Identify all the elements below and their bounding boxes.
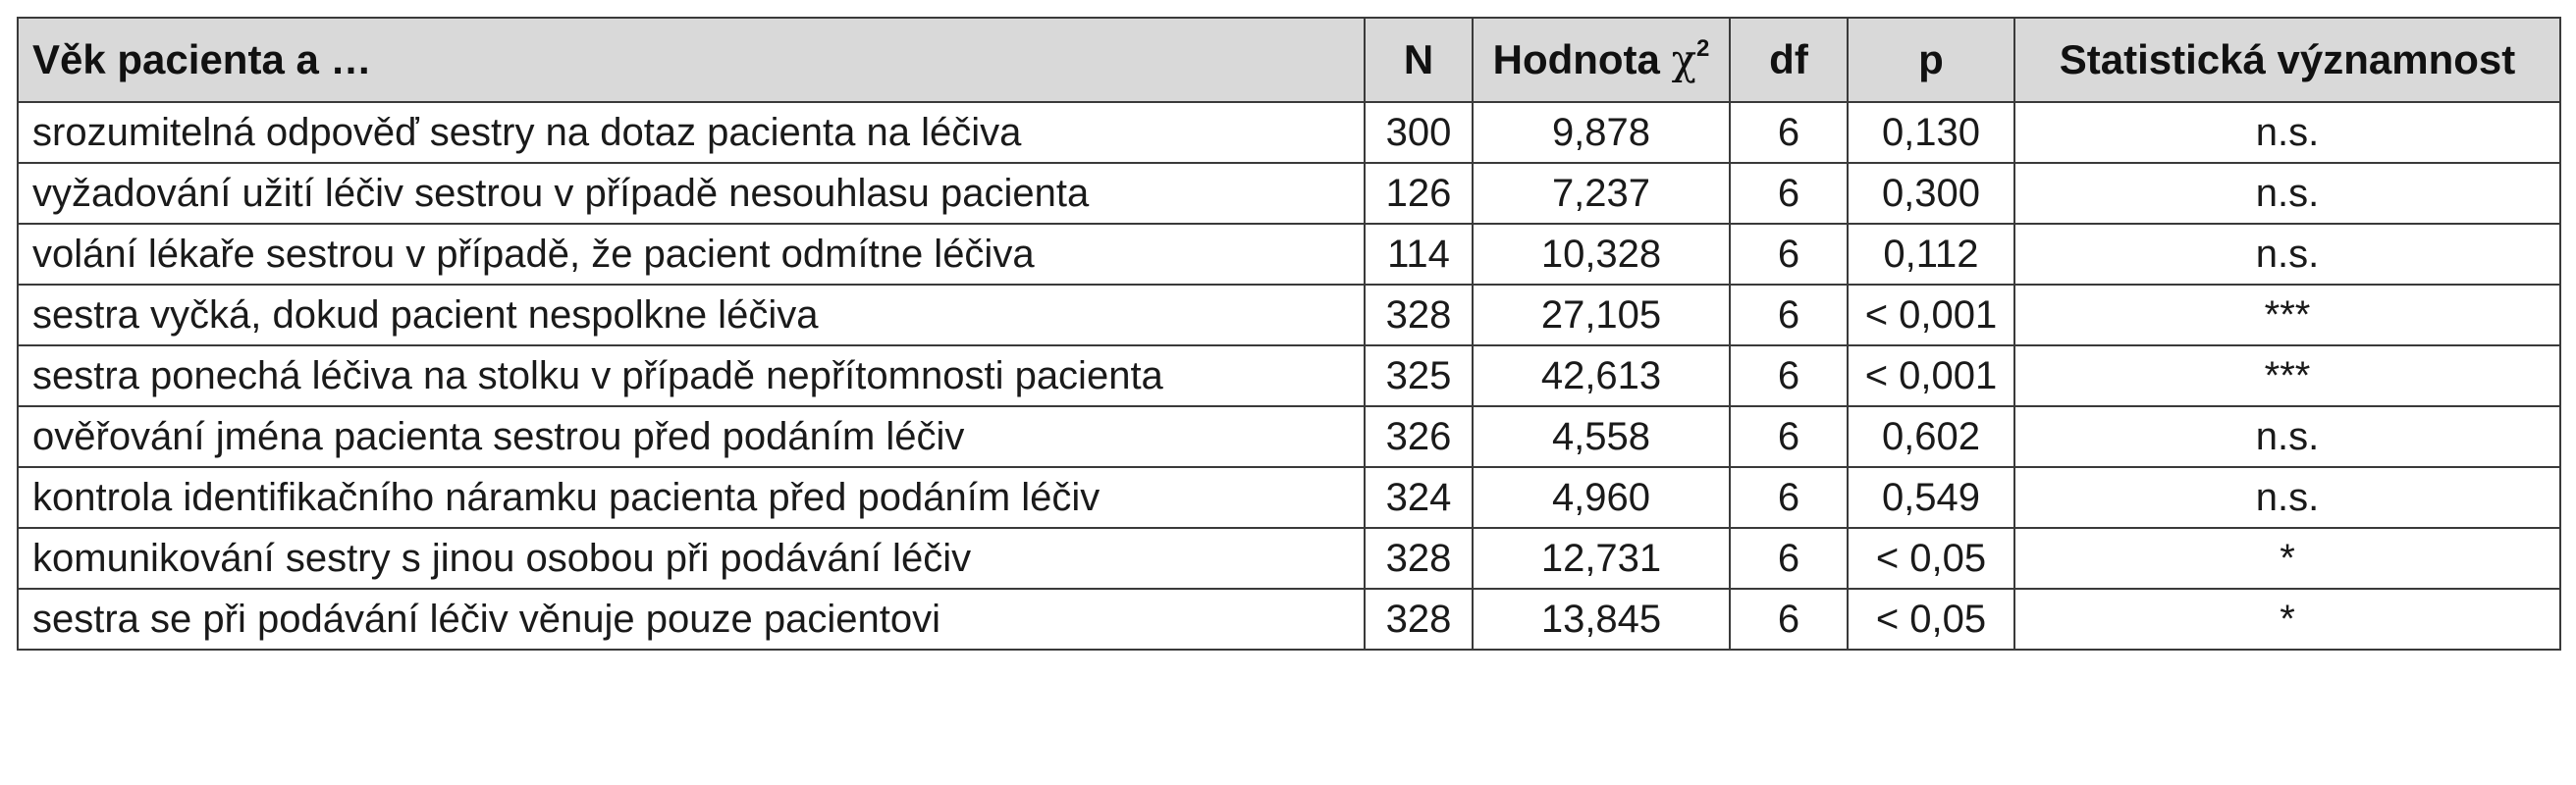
row-significance: * xyxy=(2014,528,2560,589)
row-p: < 0,05 xyxy=(1848,528,2014,589)
row-df: 6 xyxy=(1730,163,1848,224)
row-n: 328 xyxy=(1365,285,1473,345)
row-df: 6 xyxy=(1730,589,1848,650)
row-chi: 7,237 xyxy=(1473,163,1730,224)
row-label: ověřování jména pacienta sestrou před podáním léčiv xyxy=(18,406,1365,467)
row-label: vyžadování užití léčiv sestrou v případě nesouhlasu pacienta xyxy=(18,163,1365,224)
row-significance: *** xyxy=(2014,285,2560,345)
statistics-table xyxy=(17,17,2561,651)
row-p: < 0,001 xyxy=(1848,345,2014,406)
row-p: 0,602 xyxy=(1848,406,2014,467)
row-significance: *** xyxy=(2014,345,2560,406)
row-n: 114 xyxy=(1365,224,1473,285)
table-row xyxy=(18,345,2560,406)
table-row xyxy=(18,406,2560,467)
row-label: srozumitelná odpověď sestry na dotaz pacienta na léčiva xyxy=(18,102,1365,163)
row-p: < 0,05 xyxy=(1848,589,2014,650)
row-n: 326 xyxy=(1365,406,1473,467)
row-chi: 9,878 xyxy=(1473,102,1730,163)
row-df: 6 xyxy=(1730,528,1848,589)
row-df: 6 xyxy=(1730,406,1848,467)
row-label: sestra vyčká, dokud pacient nespolkne léčiva xyxy=(18,285,1365,345)
table-row xyxy=(18,102,2560,163)
row-n: 325 xyxy=(1365,345,1473,406)
table-body xyxy=(18,102,2560,650)
row-df: 6 xyxy=(1730,224,1848,285)
row-chi: 4,960 xyxy=(1473,467,1730,528)
row-n: 126 xyxy=(1365,163,1473,224)
row-chi: 42,613 xyxy=(1473,345,1730,406)
row-significance: n.s. xyxy=(2014,102,2560,163)
row-chi: 12,731 xyxy=(1473,528,1730,589)
header-n: N xyxy=(1365,18,1473,102)
table-row xyxy=(18,224,2560,285)
row-n: 324 xyxy=(1365,467,1473,528)
row-n: 300 xyxy=(1365,102,1473,163)
table-row xyxy=(18,467,2560,528)
header-chi-square xyxy=(1473,18,1730,102)
table-row xyxy=(18,528,2560,589)
row-significance: n.s. xyxy=(2014,224,2560,285)
row-significance: n.s. xyxy=(2014,163,2560,224)
row-df: 6 xyxy=(1730,467,1848,528)
row-p: 0,130 xyxy=(1848,102,2014,163)
row-n: 328 xyxy=(1365,589,1473,650)
row-df: 6 xyxy=(1730,285,1848,345)
row-significance: n.s. xyxy=(2014,467,2560,528)
row-chi: 27,105 xyxy=(1473,285,1730,345)
header-p: p xyxy=(1848,18,2014,102)
header-significance: Statistická významnost xyxy=(2014,18,2560,102)
row-p: 0,112 xyxy=(1848,224,2014,285)
row-label: sestra se při podávání léčiv věnuje pouze pacientovi xyxy=(18,589,1365,650)
row-chi: 4,558 xyxy=(1473,406,1730,467)
table-row xyxy=(18,163,2560,224)
row-label: kontrola identifikačního náramku pacienta před podáním léčiv xyxy=(18,467,1365,528)
header-chi-symbol: χ xyxy=(1671,35,1697,83)
row-n: 328 xyxy=(1365,528,1473,589)
row-p: 0,300 xyxy=(1848,163,2014,224)
statistics-table-container xyxy=(17,17,2561,651)
row-significance: n.s. xyxy=(2014,406,2560,467)
header-label: Věk pacienta a … xyxy=(18,18,1365,102)
row-label: volání lékaře sestrou v případě, že pacient odmítne léčiva xyxy=(18,224,1365,285)
header-chi-prefix: Hodnota xyxy=(1492,36,1672,82)
row-label: sestra ponechá léčiva na stolku v případě nepřítomnosti pacienta xyxy=(18,345,1365,406)
table-header xyxy=(18,18,2560,102)
row-chi: 13,845 xyxy=(1473,589,1730,650)
row-p: 0,549 xyxy=(1848,467,2014,528)
table-row xyxy=(18,589,2560,650)
row-label: komunikování sestry s jinou osobou při podávání léčiv xyxy=(18,528,1365,589)
row-df: 6 xyxy=(1730,102,1848,163)
header-chi-sup: 2 xyxy=(1696,35,1710,62)
header-df: df xyxy=(1730,18,1848,102)
row-chi: 10,328 xyxy=(1473,224,1730,285)
row-p: < 0,001 xyxy=(1848,285,2014,345)
table-row xyxy=(18,285,2560,345)
row-significance: * xyxy=(2014,589,2560,650)
row-df: 6 xyxy=(1730,345,1848,406)
header-row xyxy=(18,18,2560,102)
